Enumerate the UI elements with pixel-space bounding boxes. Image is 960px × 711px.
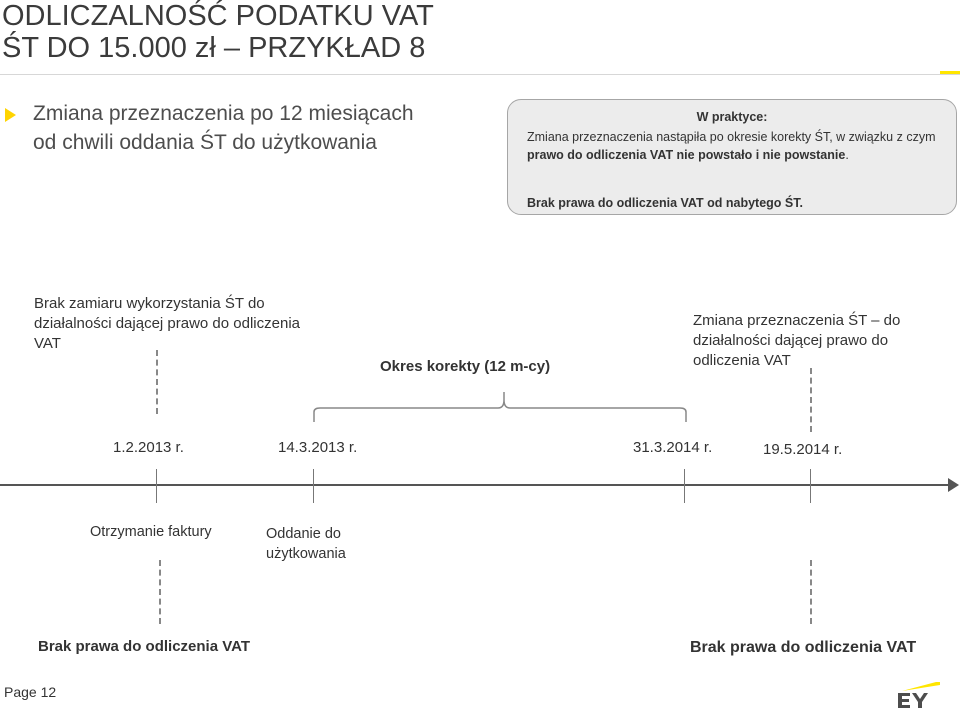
right-note-connector [810,368,812,432]
date-invoice: 1.2.2013 r. [113,439,184,456]
ey-logo [896,682,940,708]
date-handover: 14.3.2013 r. [278,439,358,456]
bullet-arrow-icon [5,108,16,122]
bullet-text [33,99,473,157]
title-accent-bar [940,71,960,74]
callout-body-text-2: . [845,147,849,162]
practice-callout-box [507,99,957,215]
event-handover-label: Oddanie do użytkowania [266,526,346,562]
left-note-connector [156,350,158,414]
right-outcome-connector [810,560,812,624]
right-note: Zmiana przeznaczenia ŚT – do działalności dającej prawo do odliczenia VAT [693,312,901,369]
bullet-line-1: Zmiana przeznaczenia po 12 miesiącach [33,102,414,125]
callout-footer: Brak prawa do odliczenia VAT od nabytego ŚT. [527,196,803,210]
callout-body-text-1: Zmiana przeznaczenia nastąpiła po okresie korekty ŚT, w związku z czym [527,130,936,144]
timeline-arrow-icon [948,478,959,492]
slide-title [2,0,722,64]
date-change: 19.5.2014 r. [763,441,843,458]
left-outcome-connector [159,560,161,624]
left-outcome-label: Brak prawa do odliczenia VAT [38,638,250,655]
slide-title-line-1: ODLICZALNOŚĆ PODATKU VAT [2,0,434,32]
date-period-end: 31.3.2014 r. [633,439,713,456]
callout-body-bold: prawo do odliczenia VAT nie powstało i nie powstanie [527,147,846,162]
correction-period-label: Okres korekty (12 m-cy) [380,358,551,375]
slide-title-line-2: ŚT DO 15.000 zł – PRZYKŁAD 8 [2,32,426,64]
page-number: Page 12 [4,684,57,700]
title-divider [0,74,960,75]
timeline-tick-period-end [684,469,685,503]
timeline-tick-change [810,469,811,503]
right-outcome-label: Brak prawa do odliczenia VAT [690,639,917,656]
event-invoice-label: Otrzymanie faktury [90,524,212,540]
callout-heading: W praktyce: [696,110,768,124]
callout-body [527,129,937,164]
timeline-tick-handover [313,469,314,503]
left-note: Brak zamiaru wykorzystania ŚT do działalności dającej prawo do odliczenia VAT [34,295,300,352]
bullet-line-2: od chwili oddania ŚT do użytkowania [33,131,377,154]
timeline-tick-invoice [156,469,157,503]
correction-period-brace [312,388,688,424]
